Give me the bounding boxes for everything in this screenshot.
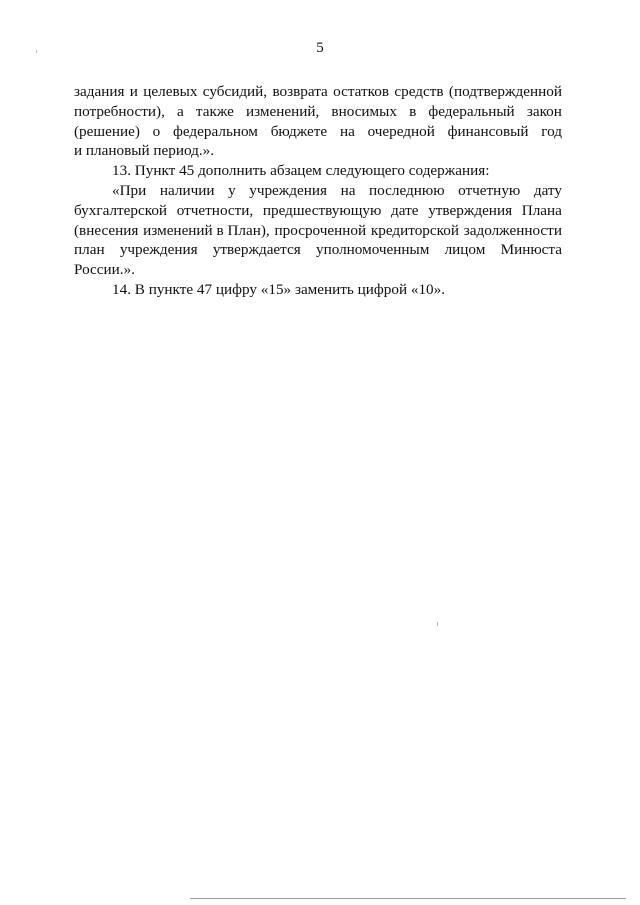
- page-number: 5: [316, 40, 324, 56]
- text-line: план учреждения утверждается уполномоченным лицом Минюста: [74, 241, 562, 259]
- text-line: (внесения изменений в План), просроченной кредиторской задолженности: [74, 221, 562, 239]
- scan-edge-line: [190, 898, 626, 899]
- paragraph-quote: [74, 181, 562, 280]
- document-body: [74, 82, 562, 300]
- text-line: потребности), а также изменений, вносимых в федеральный закон: [74, 102, 562, 120]
- text-line: «При наличии у учреждения на последнюю отчетную дату: [112, 181, 562, 199]
- paragraph-continuation: [74, 82, 562, 161]
- text-line: (решение) о федеральном бюджете на очередной финансовый год: [74, 122, 562, 140]
- text-line: задания и целевых субсидий, возврата остатков средств (подтвержденной: [74, 83, 562, 100]
- scan-artifact: [36, 50, 37, 53]
- paragraph-item-14: 14. В пункте 47 цифру «15» заменить цифрой «10».: [112, 280, 446, 298]
- scan-artifact: [437, 622, 438, 626]
- text-line: и плановый период.».: [74, 142, 215, 160]
- text-line: России.».: [74, 261, 135, 279]
- text-line: бухгалтерской отчетности, предшествующую дате утверждения Плана: [74, 201, 562, 219]
- paragraph-item-13: 13. Пункт 45 дополнить абзацем следующего содержания:: [112, 162, 490, 180]
